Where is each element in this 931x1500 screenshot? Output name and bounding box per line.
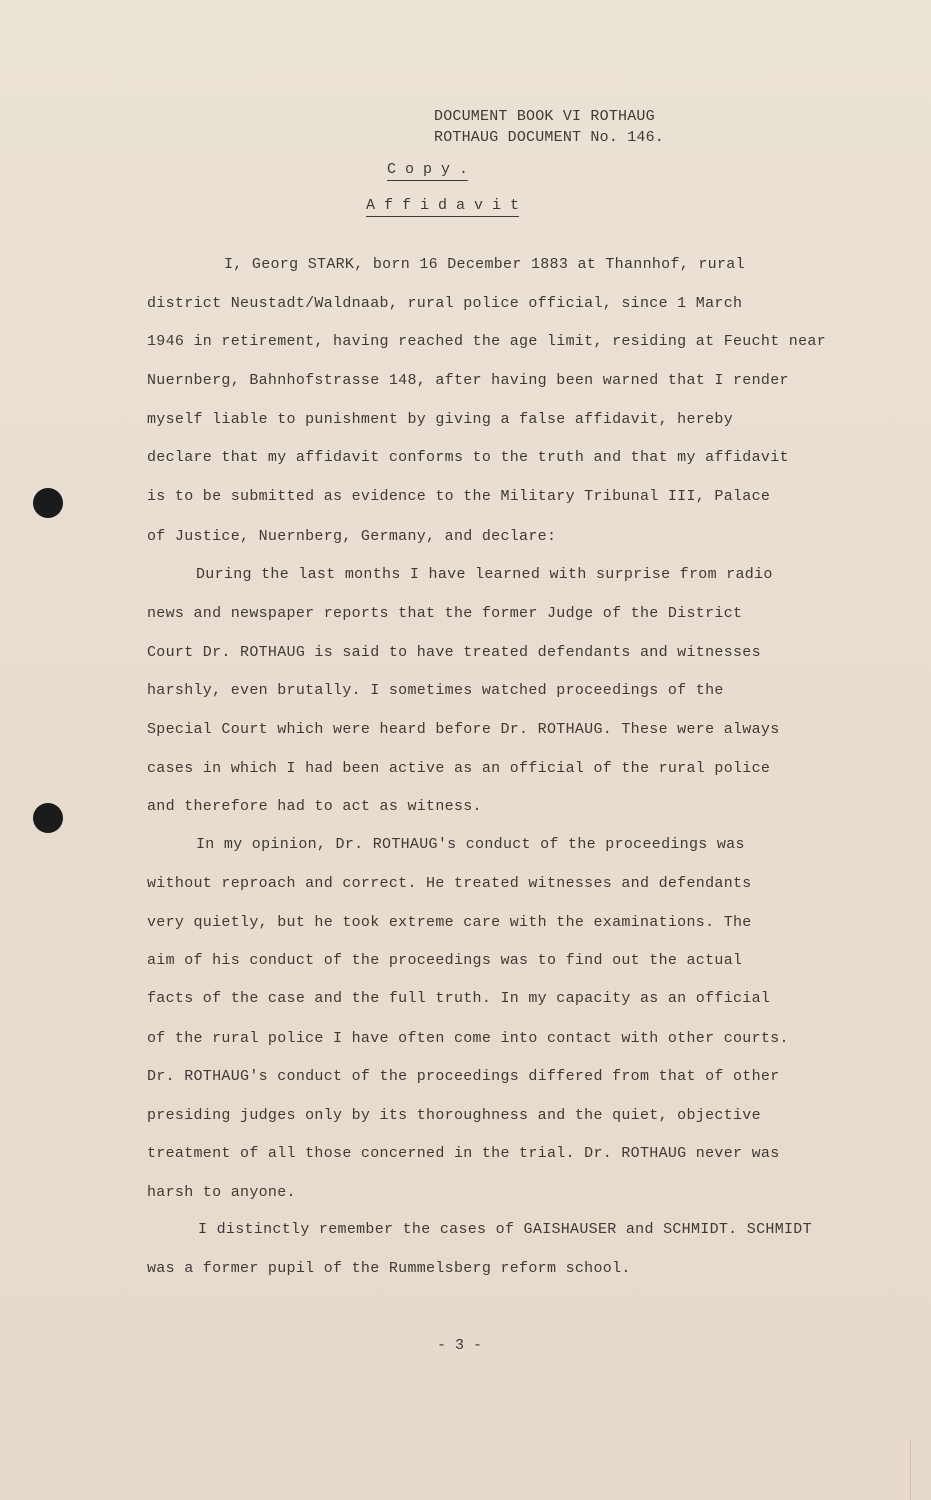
text-line: cases in which I had been active as an official of the rural police [147, 760, 771, 777]
text-line: aim of his conduct of the proceedings was to find out the actual [147, 952, 743, 969]
copy-label: C o p y . [387, 161, 468, 181]
punch-hole-lower [33, 803, 63, 833]
text-line: is to be submitted as evidence to the Military Tribunal III, Palace [147, 488, 771, 505]
text-line: Nuernberg, Bahnhofstrasse 148, after having been warned that I render [147, 372, 789, 389]
text-line: and therefore had to act as witness. [147, 798, 482, 815]
text-line: In my opinion, Dr. ROTHAUG's conduct of the proceedings was [196, 836, 745, 853]
text-line: district Neustadt/Waldnaab, rural police official, since 1 March [147, 295, 743, 312]
text-line: I distinctly remember the cases of GAISHAUSER and SCHMIDT. SCHMIDT [198, 1221, 812, 1238]
text-line: facts of the case and the full truth. In my capacity as an official [147, 990, 771, 1007]
document-book-reference: DOCUMENT BOOK VI ROTHAUG [434, 108, 655, 125]
affidavit-title: A f f i d a v i t [366, 197, 519, 217]
paper-crease [910, 1440, 911, 1500]
text-line: Court Dr. ROTHAUG is said to have treated defendants and witnesses [147, 644, 761, 661]
text-line: of the rural police I have often come into contact with other courts. [147, 1030, 789, 1047]
text-line: was a former pupil of the Rummelsberg reform school. [147, 1260, 631, 1277]
document-number: ROTHAUG DOCUMENT No. 146. [434, 129, 665, 146]
text-line: I, Georg STARK, born 16 December 1883 at Thannhof, rural [224, 256, 745, 273]
text-line: presiding judges only by its thoroughness and the quiet, objective [147, 1107, 761, 1124]
text-line: of Justice, Nuernberg, Germany, and declare: [147, 528, 557, 545]
text-line: Dr. ROTHAUG's conduct of the proceedings differed from that of other [147, 1068, 780, 1085]
text-line: myself liable to punishment by giving a false affidavit, hereby [147, 411, 733, 428]
text-line: Special Court which were heard before Dr. ROTHAUG. These were always [147, 721, 780, 738]
page-number: - 3 - [437, 1337, 483, 1354]
text-line: During the last months I have learned with surprise from radio [196, 566, 773, 583]
text-line: without reproach and correct. He treated witnesses and defendants [147, 875, 752, 892]
text-line: treatment of all those concerned in the trial. Dr. ROTHAUG never was [147, 1145, 780, 1162]
text-line: declare that my affidavit conforms to the truth and that my affidavit [147, 449, 789, 466]
punch-hole-upper [33, 488, 63, 518]
text-line: harsh to anyone. [147, 1184, 296, 1201]
text-line: very quietly, but he took extreme care with the examinations. The [147, 914, 752, 931]
text-line: 1946 in retirement, having reached the age limit, residing at Feucht near [147, 333, 827, 350]
text-line: harshly, even brutally. I sometimes watched proceedings of the [147, 682, 724, 699]
text-line: news and newspaper reports that the former Judge of the District [147, 605, 743, 622]
